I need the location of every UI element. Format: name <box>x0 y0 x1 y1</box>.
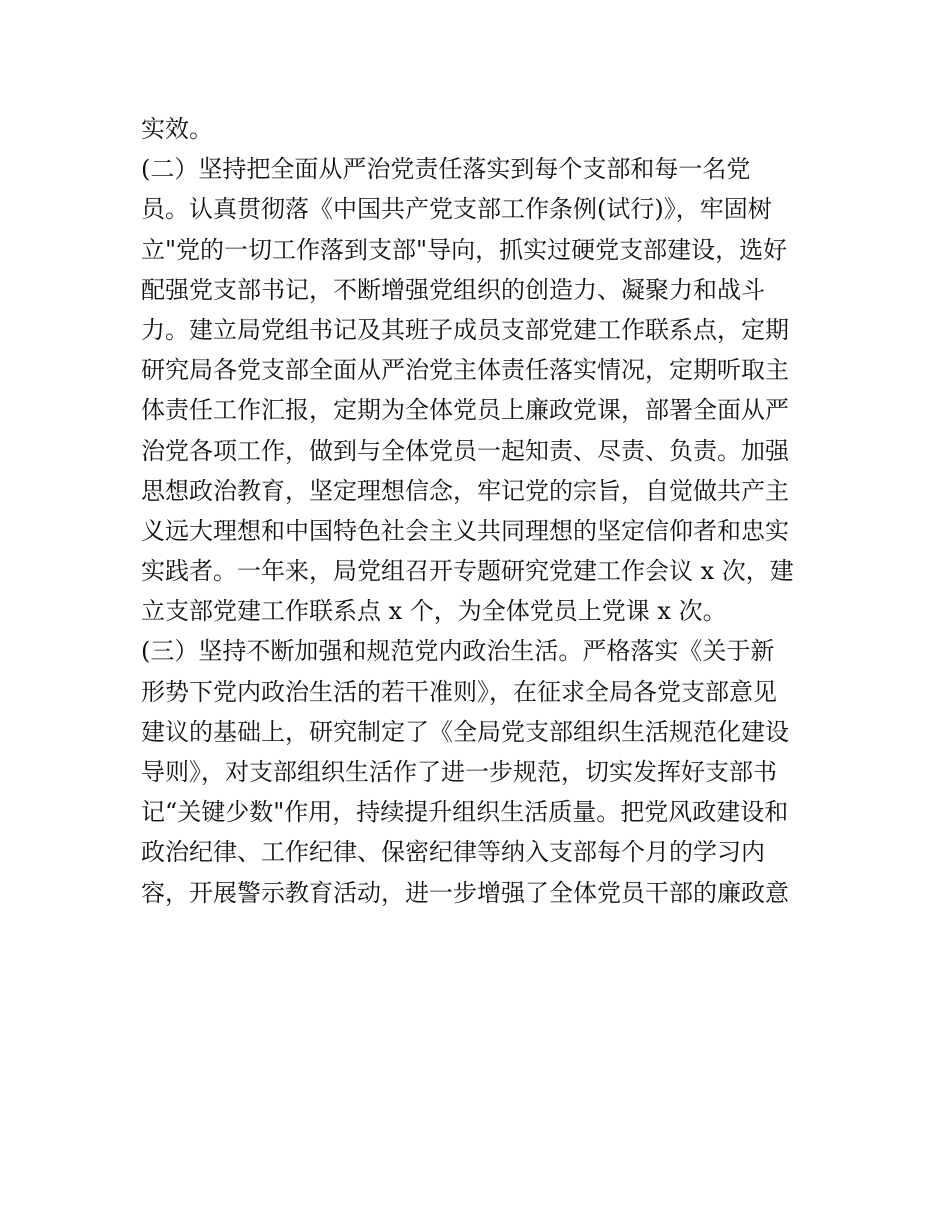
text-line: 导则》，对支部组织生活作了进一步规范，切实发挥好支部书 <box>141 758 777 786</box>
text-line: 实践者。一年来，局党组召开专题研究党建工作会议 x 次，建 <box>141 557 794 586</box>
text-line: 立支部党建工作联系点 x 个，为全体党员上党课 x 次。 <box>141 597 727 626</box>
text-line: (三）坚持不断加强和规范党内政治生活。严格落实《关于新 <box>141 637 775 666</box>
text-line: 容，开展警示教育活动，进一步增强了全体党员干部的廉政意 <box>141 878 789 907</box>
text-line: 治党各项工作，做到与全体党员一起知责、尽责、负责。加强 <box>141 436 789 465</box>
text-line: 员。认真贯彻落《中国共产党支部工作条例(试行)》，牢固树 <box>141 195 772 224</box>
text-line: 配强党支部书记，不断增强党组织的创造力、凝聚力和战斗 <box>141 275 765 304</box>
text-line: 义远大理想和中国特色社会主义共同理想的坚定信仰者和忠实 <box>141 516 789 545</box>
body-text <box>141 109 821 913</box>
text-line: 建议的基础上，研究制定了《全局党支部组织生活规范化建设 <box>141 717 789 746</box>
text-line: 研究局各党支部全面从严治党主体责任落实情况，定期听取主 <box>141 356 789 385</box>
text-line: 力。建立局党组书记及其班子成员支部党建工作联系点，定期 <box>141 315 789 344</box>
text-line: 实效。 <box>141 115 213 143</box>
text-line: 形势下党内政治生活的若干准则》，在征求全局各党支部意见 <box>141 677 777 706</box>
text-line: (二）坚持把全面从严治党责任落实到每个支部和每一名党 <box>141 155 751 184</box>
text-line: 思想政治教育，坚定理想信念，牢记党的宗旨，自觉做共产主 <box>141 476 789 505</box>
text-line: 立"党的一切工作落到支部"导向，抓实过硬党支部建设，选好 <box>141 235 788 264</box>
text-line: 政治纪律、工作纪律、保密纪律等纳入支部每个月的学习内 <box>141 838 765 867</box>
text-line: 体责任工作汇报，定期为全体党员上廉政党课，部署全面从严 <box>141 396 789 425</box>
text-line: 记“关键少数"作用，持续提升组织生活质量。把党风政建设和 <box>141 798 789 827</box>
